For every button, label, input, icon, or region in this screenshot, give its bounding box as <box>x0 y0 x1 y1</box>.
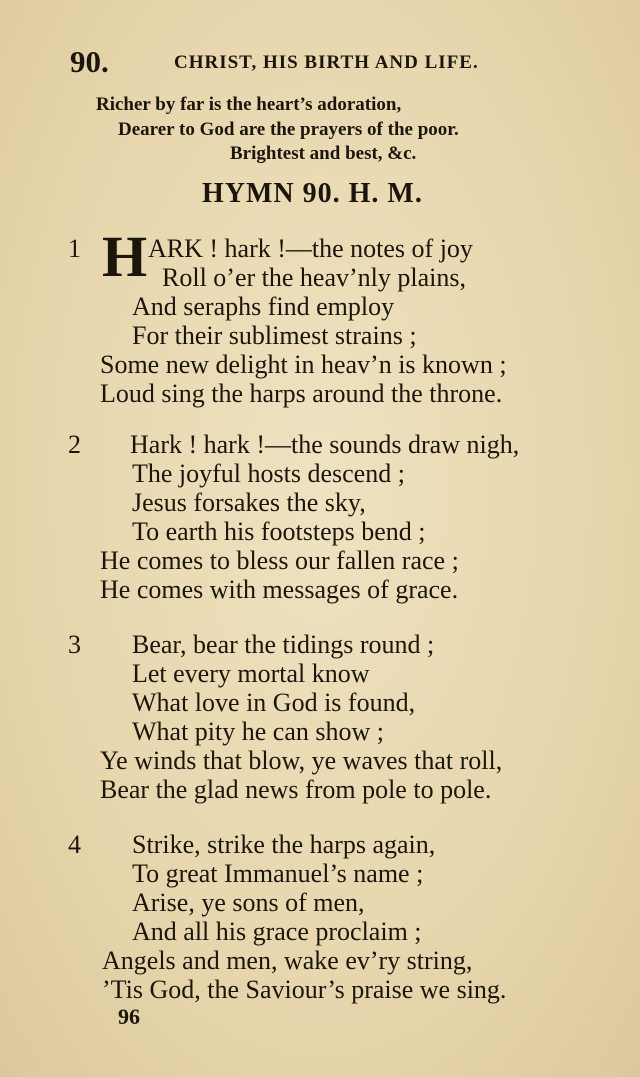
signature-mark: 96 <box>118 1004 140 1029</box>
stanza-line: He comes to bless our fallen race ; <box>100 546 459 575</box>
hymn-title: HYMN 90. H. M. <box>202 178 423 209</box>
drop-cap-letter: H <box>102 224 148 289</box>
stanza-line: Strike, strike the harps again, <box>132 830 436 859</box>
running-head: CHRIST, HIS BIRTH AND LIFE. <box>174 52 479 73</box>
stanza-line: What pity he can show ; <box>132 717 384 746</box>
stanza-line: To earth his footsteps bend ; <box>132 517 426 546</box>
stanza-line: And all his grace proclaim ; <box>132 917 422 946</box>
stanza-line: Angels and men, wake ev’ry string, <box>102 946 473 975</box>
stanza-line: Bear the glad news from pole to pole. <box>100 775 492 804</box>
stanza-line: Hark ! hark !—the sounds draw nigh, <box>130 430 520 459</box>
page-number: 90. <box>70 44 109 79</box>
stanza-line: Roll o’er the heav’nly plains, <box>162 263 466 292</box>
stanza-line: The joyful hosts descend ; <box>132 459 405 488</box>
stanza-number: 2 <box>68 430 81 459</box>
previous-line-3: Brightest and best, &c. <box>230 143 417 164</box>
stanza-line: Let every mortal know <box>132 659 370 688</box>
previous-line-1: Richer by far is the heart’s adoration, <box>96 94 402 115</box>
stanza-line: And seraphs find employ <box>132 292 395 321</box>
stanza-line: For their sublimest strains ; <box>132 321 417 350</box>
stanza-number: 4 <box>68 830 81 859</box>
stanza-line: He comes with messages of grace. <box>100 575 459 604</box>
stanza-line: Arise, ye sons of men, <box>132 888 365 917</box>
stanza-line: Jesus forsakes the sky, <box>132 488 366 517</box>
stanza-line: ARK ! hark !—the notes of joy <box>148 234 473 263</box>
stanza-number: 1 <box>68 234 81 263</box>
stanza-line: Loud sing the harps around the throne. <box>100 379 503 408</box>
stanza-line: What love in God is found, <box>132 688 416 717</box>
stanza-line: To great Immanuel’s name ; <box>132 859 424 888</box>
stanza-number: 3 <box>68 630 81 659</box>
previous-line-2: Dearer to God are the prayers of the poor. <box>118 119 459 140</box>
stanza-line: Some new delight in heav’n is known ; <box>100 350 507 379</box>
stanza-line: ’Tis God, the Saviour’s praise we sing. <box>102 975 507 1004</box>
page-header <box>70 44 610 80</box>
stanza-line: Bear, bear the tidings round ; <box>132 630 435 659</box>
stanza-line: Ye winds that blow, ye waves that roll, <box>100 746 503 775</box>
